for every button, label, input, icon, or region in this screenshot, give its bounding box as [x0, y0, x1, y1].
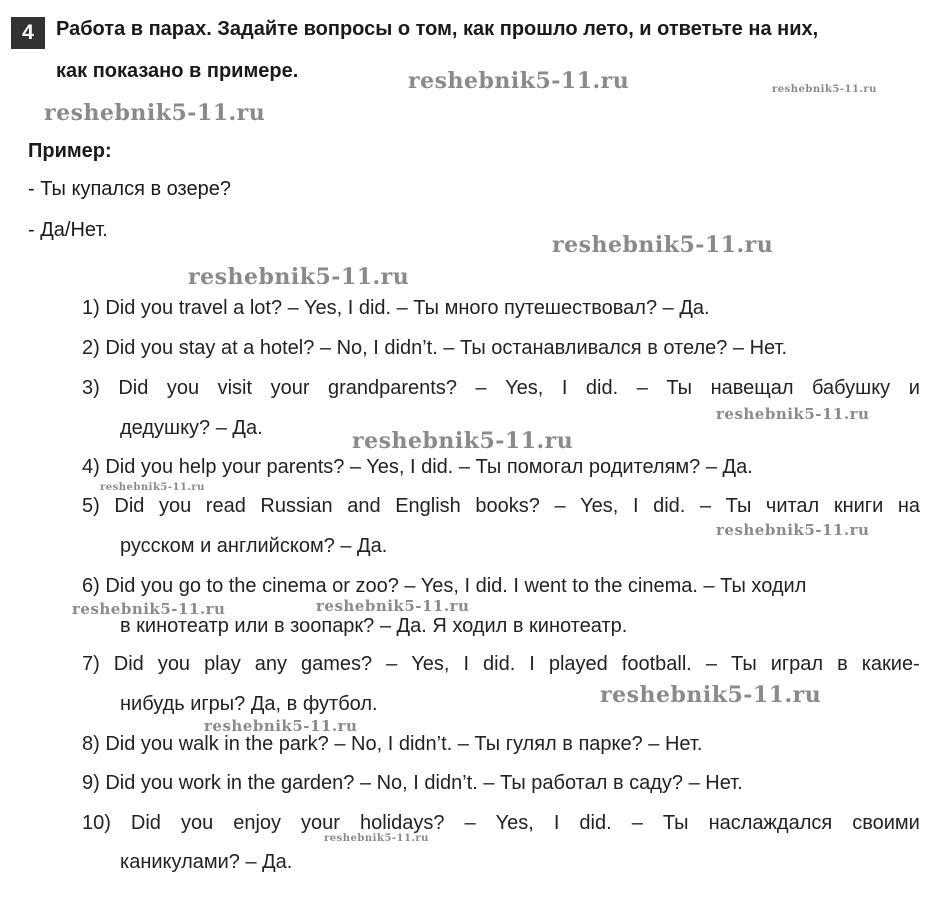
word: – [699, 495, 712, 517]
answer-5-line1 [82, 495, 920, 518]
example-line1: - Ты купался в озере? [28, 178, 231, 200]
word: – [554, 495, 566, 517]
word: did. [579, 812, 612, 834]
watermark: reshebnik5-11.ru [188, 264, 410, 290]
word: did. [483, 653, 516, 675]
word: Ты [725, 495, 752, 517]
word: на [897, 495, 920, 517]
word: – [631, 812, 643, 834]
word: your [270, 377, 310, 399]
word: grandparents? [328, 377, 457, 399]
answer-9: 9) Did you work in the garden? – No, I didn’t. – Ты работал в саду? – Нет. [82, 772, 743, 794]
watermark: reshebnik5-11.ru [316, 597, 470, 615]
word: – [636, 377, 648, 399]
watermark: reshebnik5-11.ru [44, 100, 266, 126]
word: – [464, 812, 476, 834]
word: games? [301, 653, 373, 675]
word: Ты [662, 812, 689, 834]
watermark: reshebnik5-11.ru [324, 833, 429, 844]
watermark: reshebnik5-11.ru [716, 521, 870, 539]
word: и [908, 377, 920, 399]
word: Russian [260, 495, 333, 517]
word: English [395, 495, 461, 517]
answer-10-line1 [82, 812, 920, 835]
example-label: Пример: [28, 140, 112, 162]
word: any [254, 653, 288, 675]
word: играл [770, 653, 824, 675]
answer-7-line2: нибудь игры? Да, в футбол. [120, 693, 378, 715]
word: Ты [666, 377, 693, 399]
word: I [561, 377, 568, 399]
word: play [204, 653, 241, 675]
word: – [705, 653, 717, 675]
word: 3) [82, 377, 100, 399]
word: did. [653, 495, 686, 517]
answer-10-line2: каникулами? – Да. [120, 851, 293, 873]
answer-7-line1 [82, 653, 920, 676]
word: you [158, 495, 192, 517]
word: played [548, 653, 608, 675]
watermark: reshebnik5-11.ru [600, 682, 822, 708]
watermark: reshebnik5-11.ru [352, 428, 574, 454]
example-line2: - Да/Нет. [28, 219, 108, 241]
watermark: reshebnik5-11.ru [72, 600, 226, 618]
watermark: reshebnik5-11.ru [408, 68, 630, 94]
word: Yes, [505, 377, 544, 399]
word: Did [113, 653, 144, 675]
word: – [475, 377, 487, 399]
word: I [553, 812, 560, 834]
word: в [837, 653, 848, 675]
word: read [205, 495, 246, 517]
answer-2: 2) Did you stay at a hotel? – No, I didn’t. – Ты останавливался в отеле? – Нет. [82, 337, 788, 359]
word: читал [765, 495, 820, 517]
task-number-badge: 4 [11, 17, 45, 49]
watermark: reshebnik5-11.ru [100, 482, 205, 493]
watermark: reshebnik5-11.ru [716, 405, 870, 423]
word: holidays? [359, 812, 445, 834]
word: бабушку [812, 377, 891, 399]
word: did. [585, 377, 619, 399]
word: visit [217, 377, 253, 399]
word: наслаждался [708, 812, 833, 834]
word: Did [114, 495, 145, 517]
word: Did [130, 812, 161, 834]
word: Yes, [580, 495, 619, 517]
word: I [529, 653, 535, 675]
word: 10) [82, 812, 111, 834]
answer-4: 4) Did you help your parents? – Yes, I did. – Ты помогал родителям? – Да. [82, 456, 753, 478]
word: навещал [710, 377, 794, 399]
word: I [463, 653, 470, 675]
watermark: reshebnik5-11.ru [204, 717, 358, 735]
answer-1: 1) Did you travel a lot? – Yes, I did. – Ты много путешествовал? – Да. [82, 297, 710, 319]
word: and [347, 495, 381, 517]
answer-5-line2: русском и английском? – Да. [120, 535, 388, 557]
watermark: reshebnik5-11.ru [772, 84, 877, 95]
answer-6-line1: 6) Did you go to the cinema or zoo? – Yes, I did. I went to the cinema. – Ты ходил [82, 575, 807, 597]
word: enjoy [233, 812, 282, 834]
word: Ты [730, 653, 757, 675]
answer-6-line2: в кинотеатр или в зоопарк? – Да. Я ходил в кинотеатр. [120, 615, 628, 637]
word: you [157, 653, 191, 675]
word: I [632, 495, 639, 517]
word: football. [621, 653, 692, 675]
task-instruction-line1: Работа в парах. Задайте вопросы о том, как прошло лето, и ответьте на них, [56, 18, 819, 40]
answer-8: 8) Did you walk in the park? – No, I didn’t. – Ты гулял в парке? – Нет. [82, 733, 703, 755]
word: – [386, 653, 398, 675]
word: you [166, 377, 200, 399]
answer-3-line2: дедушку? – Да. [120, 417, 263, 439]
word: your [301, 812, 340, 834]
word: 5) [82, 495, 100, 517]
word: книги [833, 495, 884, 517]
word: books? [475, 495, 540, 517]
word: Did [118, 377, 149, 399]
answer-3-line1 [82, 377, 920, 400]
word: you [180, 812, 214, 834]
word: какие- [861, 653, 920, 675]
watermark: reshebnik5-11.ru [552, 232, 774, 258]
task-instruction-line2: как показано в примере. [56, 60, 299, 82]
word: своими [852, 812, 920, 834]
word: Yes, [411, 653, 450, 675]
word: Yes, [495, 812, 534, 834]
word: 7) [82, 653, 100, 675]
